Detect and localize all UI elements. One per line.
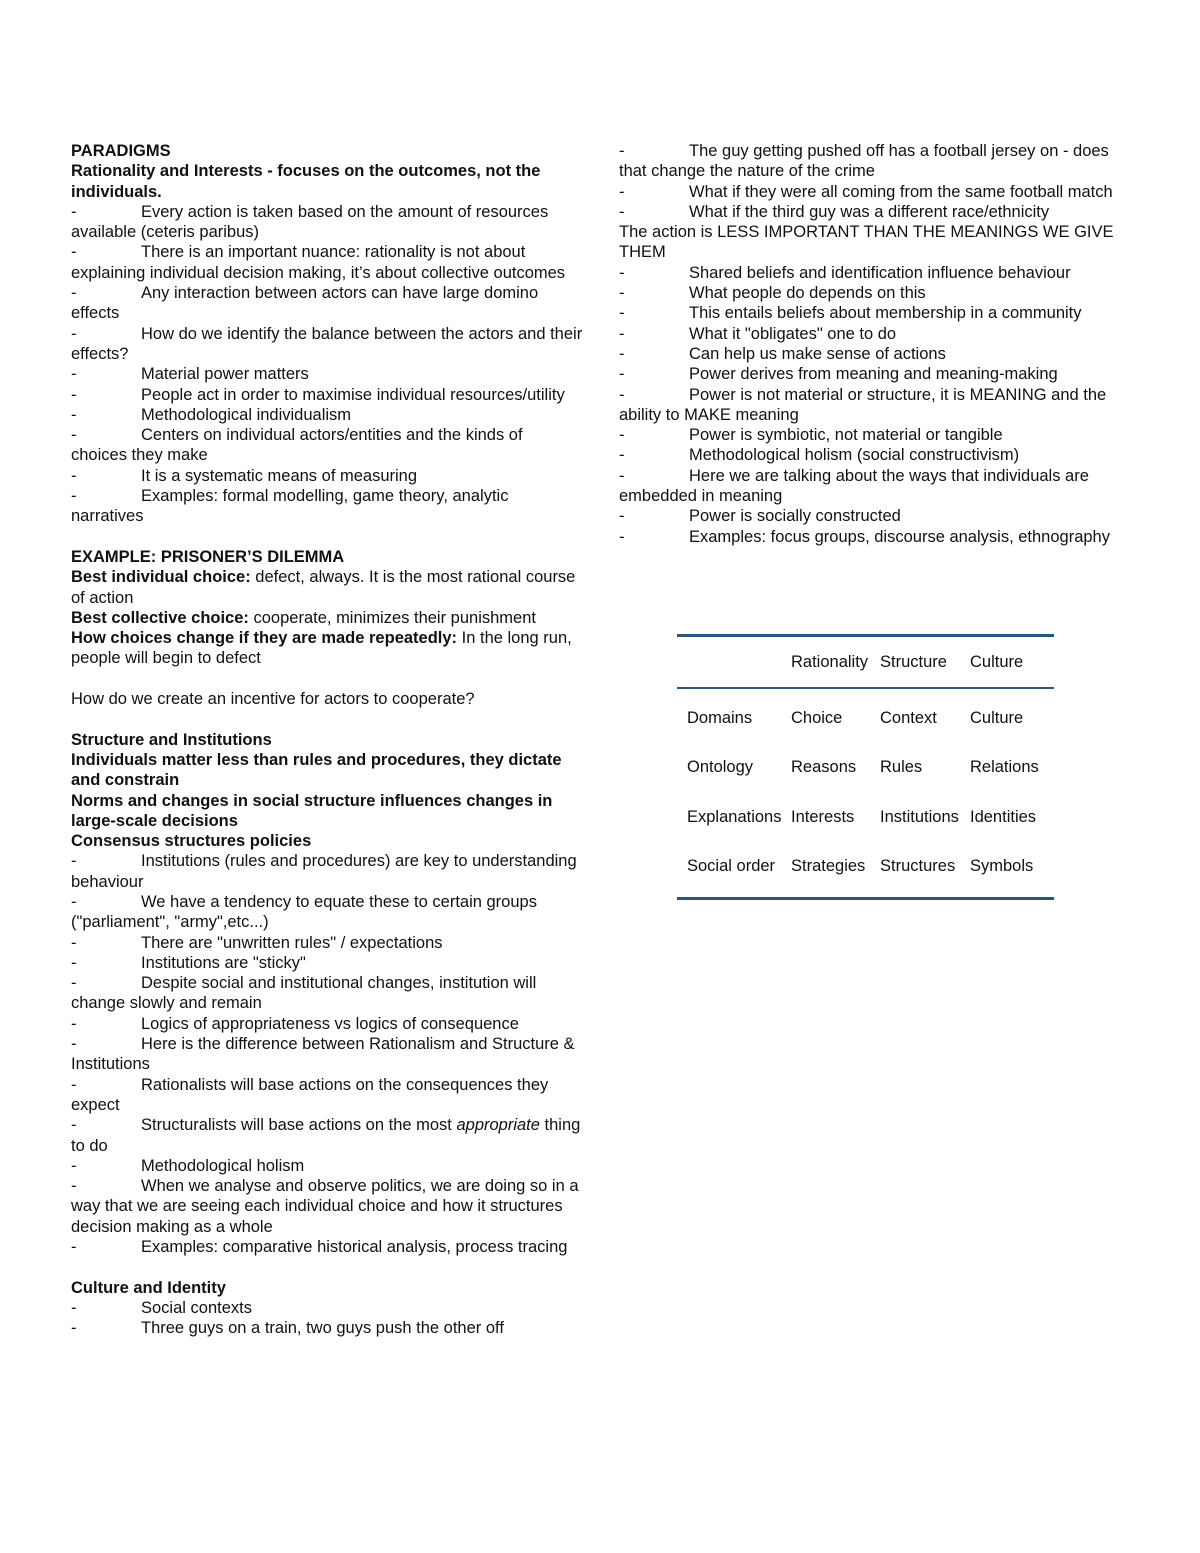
section-heading-prisoners-dilemma: EXAMPLE: PRISONER’S DILEMMA <box>71 547 345 566</box>
meaning-statement: The action is LESS IMPORTANT THAN THE MEANINGS WE GIVE THEM <box>619 223 1114 262</box>
table-cell: Reasons <box>791 758 857 777</box>
spacer <box>71 709 583 729</box>
list-item: - Methodological holism <box>71 1156 305 1175</box>
table-cell: Interests <box>791 807 855 826</box>
list-item: - Examples: formal modelling, game theory, analytic narratives <box>71 487 509 526</box>
pd-repeated-choice: How choices change if they are made repeatedly: In the long run, people will begin to defect <box>71 629 572 668</box>
list-item: - Can help us make sense of actions <box>619 344 946 363</box>
bullet-dash: - <box>619 304 625 323</box>
table-row <box>677 842 1054 892</box>
bullet-dash: - <box>71 405 77 424</box>
bullet-dash: - <box>71 487 77 506</box>
table-row <box>677 743 1054 793</box>
bullet-dash: - <box>71 466 77 485</box>
bullet-dash: - <box>71 953 77 972</box>
section-heading-paradigms: PARADIGMS <box>71 142 171 160</box>
table-row <box>677 689 1054 743</box>
list-item: - When we analyse and observe politics, we are doing so in a way that we are seeing each individual choice and how it structures decision making as a whole <box>71 1177 579 1236</box>
list-item: - Centers on individual actors/entities and the kinds of choices they make <box>71 426 523 465</box>
table-cell: Strategies <box>791 857 866 876</box>
spacer <box>71 1257 583 1277</box>
paradigm-comparison-table <box>677 634 1054 900</box>
culture-list <box>71 1298 583 1339</box>
bullet-dash: - <box>71 1075 77 1094</box>
structure-bold-line: Individuals matter less than rules and procedures, they dictate and constrain <box>71 750 562 790</box>
table-cell: Choice <box>791 708 843 727</box>
bullet-dash: - <box>71 933 77 952</box>
bullet-dash: - <box>619 324 625 343</box>
list-item: - We have a tendency to equate these to certain groups ("parliament", "army",etc...) <box>71 892 537 932</box>
table-cell: Context <box>880 708 937 727</box>
header-cell: Culture <box>970 652 1024 671</box>
header-cell: Rationality <box>791 652 869 671</box>
pd-question: How do we create an incentive for actors to cooperate? <box>71 690 475 709</box>
header-cell <box>677 637 791 687</box>
list-item: - Examples: comparative historical analysis, process tracing <box>71 1238 568 1257</box>
list-item: - There are "unwritten rules" / expectations <box>71 933 443 952</box>
structure-bold-line: Norms and changes in social structure influences changes in large-scale decisions <box>71 791 553 830</box>
list-item: - Any interaction between actors can have large domino effects <box>71 284 539 323</box>
list-item: - Three guys on a train, two guys push the other off <box>71 1319 504 1338</box>
list-item: - Despite social and institutional changes, institution will change slowly and remain <box>71 974 537 1013</box>
table-cell: Identities <box>970 807 1037 826</box>
list-item: - Here we are talking about the ways that individuals are embedded in meaning <box>619 466 1089 506</box>
list-item: - Institutions are "sticky" <box>71 953 306 972</box>
bullet-dash: - <box>71 426 77 445</box>
list-item: - How do we identify the balance between the actors and their effects? <box>71 324 583 363</box>
table-cell: Culture <box>970 708 1024 727</box>
table-row <box>677 792 1054 842</box>
bullet-dash: - <box>71 284 77 303</box>
bullet-dash: - <box>71 1116 77 1135</box>
section-heading-rationality: Rationality and Interests - focuses on the outcomes, not the individuals. <box>71 162 541 201</box>
list-item: - Logics of appropriateness vs logics of consequence <box>71 1014 519 1033</box>
bullet-dash: - <box>619 426 625 445</box>
table-cell: Institutions <box>880 807 959 826</box>
header-cell: Structure <box>880 652 947 671</box>
bullet-dash: - <box>619 182 625 201</box>
bullet-dash: - <box>71 1156 77 1175</box>
list-item: - Here is the difference between Rationalism and Structure & Institutions <box>71 1035 575 1074</box>
bullet-dash: - <box>71 892 77 911</box>
table-cell: Domains <box>687 708 753 727</box>
bullet-dash: - <box>71 1177 77 1196</box>
list-item: - Shared beliefs and identification influence behaviour <box>619 263 1071 282</box>
bullet-dash: - <box>619 263 625 282</box>
list-item: - Methodological holism (social constructivism) <box>619 446 1020 465</box>
bullet-dash: - <box>71 974 77 993</box>
bullet-dash: - <box>71 324 77 343</box>
list-item: - Power is not material or structure, it is MEANING and the ability to MAKE meaning <box>619 385 1107 424</box>
rationality-list <box>71 202 583 527</box>
bullet-dash: - <box>619 385 625 404</box>
list-item: - There is an important nuance: rationality is not about explaining individual decision making, it’s about collective outcomes <box>71 243 566 282</box>
pd-collective-choice: Best collective choice: cooperate, minimizes their punishment <box>71 608 536 627</box>
list-item: - Material power matters <box>71 365 309 384</box>
bullet-dash: - <box>71 243 77 262</box>
bullet-dash: - <box>619 446 625 465</box>
table-cell: Rules <box>880 758 923 777</box>
left-column <box>71 141 583 1339</box>
spacer <box>71 669 583 689</box>
spacer <box>71 527 583 547</box>
bullet-dash: - <box>619 142 625 160</box>
list-item: - People act in order to maximise individual resources/utility <box>71 385 565 404</box>
list-item: - Institutions (rules and procedures) are key to understanding behaviour <box>71 852 577 891</box>
table-cell: Symbols <box>970 857 1034 876</box>
list-item: - What it "obligates" one to do <box>619 324 897 343</box>
section-heading-culture: Culture and Identity <box>71 1278 226 1297</box>
bullet-dash: - <box>71 1035 77 1054</box>
bullet-dash: - <box>71 365 77 384</box>
list-item: - Methodological individualism <box>71 405 352 424</box>
bullet-dash: - <box>71 1238 77 1257</box>
table-cell: Social order <box>687 857 776 876</box>
table-header-row <box>677 637 1054 687</box>
bullet-dash: - <box>619 527 625 546</box>
list-item: - It is a systematic means of measuring <box>71 466 418 485</box>
bullet-dash: - <box>71 1014 77 1033</box>
bullet-dash: - <box>619 202 625 221</box>
pd-individual-choice: Best individual choice: defect, always. It is the most rational course of action <box>71 568 576 607</box>
list-item: - Structuralists will base actions on the most appropriate thing to do <box>71 1116 581 1155</box>
table-cell: Structures <box>880 857 956 876</box>
bullet-dash: - <box>71 202 77 221</box>
right-column <box>619 141 1124 547</box>
bullet-dash: - <box>71 385 77 404</box>
structure-list <box>71 851 583 1257</box>
list-item: - Rationalists will base actions on the consequences they expect <box>71 1075 549 1114</box>
list-item: - Power is symbiotic, not material or tangible <box>619 426 1003 445</box>
section-heading-structure: Structure and Institutions <box>71 730 272 749</box>
bullet-dash: - <box>619 365 625 384</box>
bullet-dash: - <box>619 466 625 485</box>
list-item: - What if the third guy was a different race/ethnicity <box>619 202 1050 221</box>
bullet-dash: - <box>619 507 625 526</box>
list-item: - Examples: focus groups, discourse analysis, ethnography <box>619 527 1110 546</box>
list-item: - The guy getting pushed off has a football jersey on - does that change the nature of the crime <box>619 142 1109 181</box>
list-item: - Power is socially constructed <box>619 507 901 526</box>
scenario-list <box>619 141 1124 222</box>
table-bottom-rule <box>677 897 1054 900</box>
structure-bold-line: Consensus structures policies <box>71 832 312 851</box>
bullet-dash: - <box>71 1319 77 1338</box>
bullet-dash: - <box>71 1298 77 1317</box>
table-cell: Ontology <box>687 758 754 777</box>
list-item: - Every action is taken based on the amount of resources available (ceteris paribus) <box>71 202 549 242</box>
list-item: - Power derives from meaning and meaning-making <box>619 365 1058 384</box>
list-item: - Social contexts <box>71 1298 252 1317</box>
comparison-table-body <box>677 689 1054 891</box>
culture-points-list <box>619 263 1124 547</box>
list-item: - What people do depends on this <box>619 284 926 303</box>
list-item: - This entails beliefs about membership in a community <box>619 304 1082 323</box>
bullet-dash: - <box>71 852 77 871</box>
comparison-table <box>677 637 1054 687</box>
bullet-dash: - <box>619 344 625 363</box>
table-cell: Explanations <box>687 807 782 826</box>
list-item: - What if they were all coming from the same football match <box>619 182 1113 201</box>
table-cell: Relations <box>970 758 1039 777</box>
bullet-dash: - <box>619 284 625 303</box>
